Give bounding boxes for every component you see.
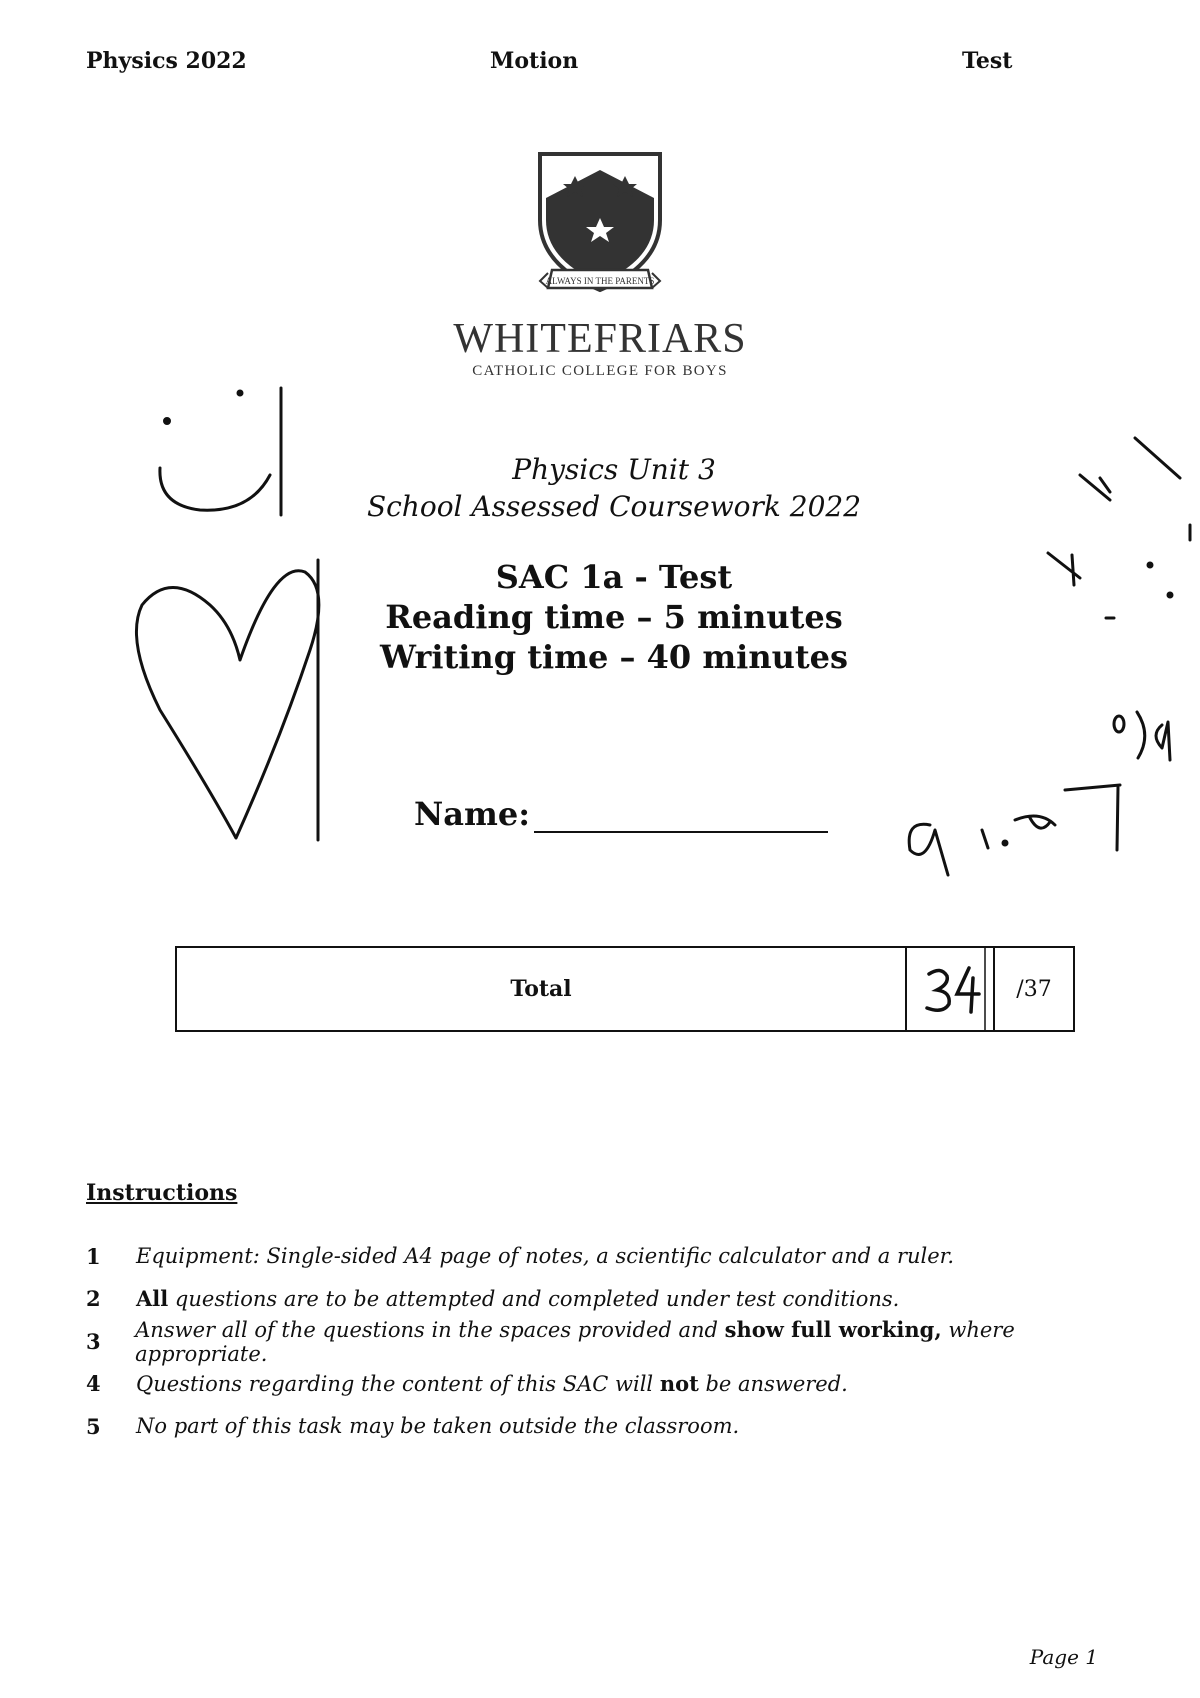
instruction-number: 2 — [86, 1286, 101, 1312]
name-label: Name: — [414, 795, 531, 833]
instruction-fragment: where appropriate. — [135, 1317, 1015, 1366]
instruction-fragment: be answered. — [698, 1372, 848, 1397]
instruction-fragment: Answer all of the questions in the spaces provided and — [135, 1317, 725, 1342]
page-number: Page 1 — [1029, 1645, 1098, 1669]
writing-time: Writing time – 40 minutes — [379, 638, 849, 676]
instruction-number: 1 — [86, 1243, 101, 1269]
instruction-emphasis: All — [136, 1286, 169, 1312]
instruction-emphasis: show full working, — [724, 1316, 942, 1342]
college-subtitle: CATHOLIC COLLEGE FOR BOYS — [472, 363, 728, 379]
max-score: /37 — [1016, 976, 1052, 1002]
college-name: WHITEFRIARS — [453, 316, 747, 362]
smiley-doodle-icon — [160, 388, 281, 515]
instruction-number: 4 — [86, 1371, 101, 1397]
instruction-fragment: Questions regarding the content of this SAC will — [136, 1372, 660, 1397]
header-type: Test — [962, 48, 1013, 74]
coursework-title: School Assessed Coursework 2022 — [366, 490, 862, 523]
sac-title: SAC 1a - Test — [495, 558, 733, 596]
instruction-number: 5 — [86, 1413, 101, 1439]
total-label: Total — [177, 948, 907, 1030]
instructions-title: Instructions — [86, 1180, 238, 1206]
instruction-fragment: No part of this task may be taken outside the classroom. — [136, 1414, 740, 1439]
instruction-fragment: questions are to be attempted and completed under test conditions. — [168, 1287, 900, 1312]
instruction-number: 3 — [86, 1328, 101, 1354]
unit-title: Physics Unit 3 — [512, 453, 716, 486]
reading-time: Reading time – 5 minutes — [385, 598, 843, 636]
header-topic: Motion — [490, 48, 579, 74]
header-subject: Physics 2022 — [86, 48, 247, 74]
motto-text: ALWAYS IN THE PARENTS — [545, 276, 655, 286]
heart-doodle-icon — [136, 560, 318, 840]
margin-scribbles — [909, 438, 1190, 875]
instruction-fragment: Equipment: Single-sided A4 page of notes, a scientific calculator and a ruler. — [136, 1244, 955, 1269]
instruction-emphasis: not — [659, 1371, 699, 1397]
